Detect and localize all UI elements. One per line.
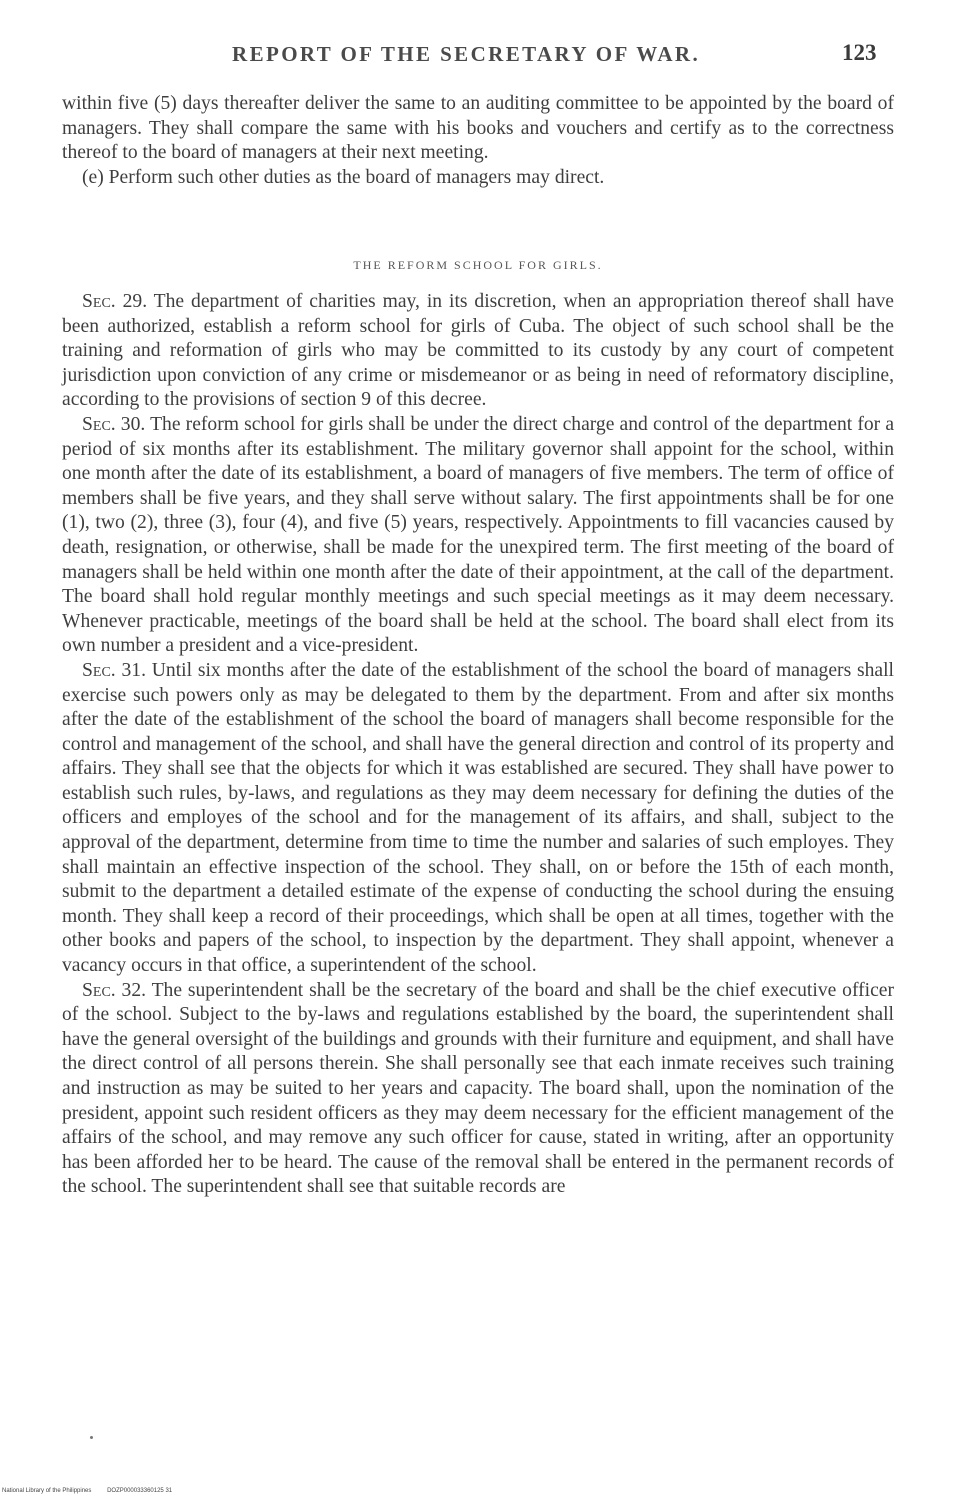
section-31-text: Until six months after the date of the establishment of the school the board of managers shall exercise such powers only as may be delegated to them by the department. From and after six months after the date of the establishment of the school the board of managers shall become responsible for the control and management of the school, and shall have the general direction and control of its property and affairs. They shall see that the objects for which it was established are secured. They shall have power to establish such rules, by-laws, and regulations as they may deem necessary for defining the duties of the officers and employes of the school and for the management of its affairs, and shall, subject to the approval of the department, determine from time to time the number and salaries of such employes. They shall maintain an effective inspection of the school. They shall, on or before the 15th of each month, submit to the department a detailed estimate of the expense of conducting the school during the ensuing month. They shall keep a record of their proceedings, which shall be open at all times, together with the other books and papers of the school, to inspection by the department. They shall appoint, whenever a vacancy occurs in that office, a superintendent of the school.	[62, 659, 894, 977]
section-heading: THE REFORM SCHOOL FOR GIRLS.	[353, 258, 603, 272]
item-e-paragraph: (e) Perform such other duties as the board of managers may direct.	[82, 166, 605, 188]
section-29-text: The department of charities may, in its discretion, when an appropriation thereof shall have been authorized, establish a reform school for girls of Cuba. The object of such school shall be the training and reformation of girls who may be committed to its custody by any court of competent jurisdiction upon conviction of any crime or misdemeanor or as being in need of reformatory discipline, according to the provisions of section 9 of this decree.	[62, 291, 894, 411]
section-30-label: Sec. 30.	[82, 413, 146, 435]
scan-footer	[2, 1488, 186, 1494]
section-31-paragraph	[62, 659, 894, 979]
section-30-text: The reform school for girls shall be under the direct charge and control of the department for a period of six months after its establishment. The military governor shall appoint for the school, within one month after the date of its establishment, a board of managers of five members. The term of office of members shall be five years, and they shall serve without salary. The first appointments shall be for one (1), two (2), three (3), four (4), and five (5) years, respectively. Appointments to fill vacancies caused by death, resignation, or otherwise, shall be made for the unexpired term. The first meeting of the board of managers shall be held within one month after the date of their appointment, at the call of the department. The board shall hold regular monthly meetings and such special meetings as it may deem necessary. Whenever practicable, meetings of the board shall be held at the school. The board shall elect from its own number a president and a vice-president.	[62, 413, 895, 657]
stray-dot-mark	[90, 1436, 93, 1439]
page-number: 123	[842, 40, 877, 65]
sections-block	[62, 290, 894, 1200]
continuation-block	[62, 92, 894, 190]
section-32-paragraph	[62, 979, 894, 1200]
footer-identifier: DOZP000033360125 31	[107, 1488, 173, 1494]
continuation-paragraph: within five (5) days thereafter deliver the same to an auditing committee to be appointed by the board of managers. They shall compare the same with his books and vouchers and certify as to the correctness thereof to the board of managers at their next meeting.	[62, 93, 894, 164]
section-31-label: Sec. 31.	[82, 659, 146, 681]
running-header-title: REPORT OF THE SECRETARY OF WAR.	[232, 42, 701, 66]
section-32-text: The superintendent shall be the secretary of the board and shall be the chief executive officer of the school. Subject to the by-laws and regulations established by the board, the superintendent shall have the general oversight of the buildings and grounds with their furniture and equipment, and shall have the direct control of all persons therein. She shall personally see that each inmate receives such training and instruction as may be suited to her years and capacity. The board shall, upon the nomination of the president, appoint such resident officers as they may deem necessary for the efficient management of the affairs of the school, and may remove any such officer for cause, stated in writing, after an opportunity has been afforded her to be heard. The cause of the removal shall be entered in the permanent records of the school. The superintendent shall see that suitable records are	[62, 979, 895, 1198]
section-30-paragraph	[62, 413, 894, 659]
section-29-label: Sec. 29.	[82, 291, 148, 312]
section-32-label: Sec. 32.	[82, 979, 147, 1001]
section-29-paragraph	[62, 290, 894, 413]
footer-library: National Library of the Philippines	[2, 1488, 92, 1494]
